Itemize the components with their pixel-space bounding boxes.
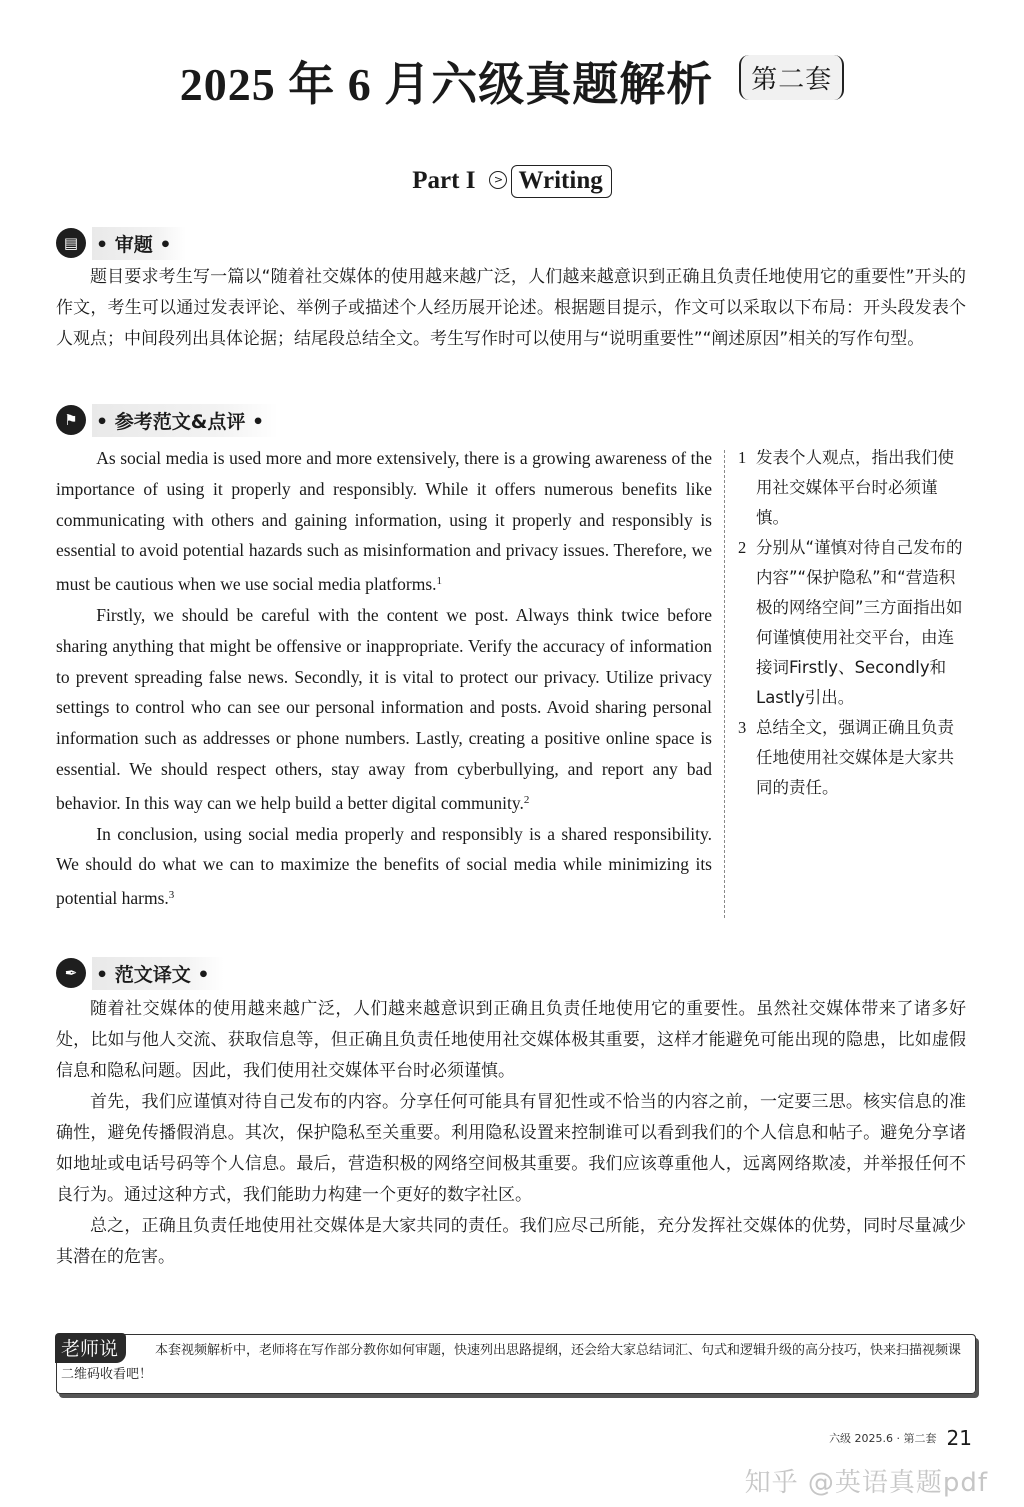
- note-number: 3: [738, 718, 747, 737]
- dashed-divider: [724, 450, 725, 918]
- note-number: 2: [738, 538, 747, 557]
- note-text: 总结全文，强调正确且负责任地使用社交媒体是大家共同的责任。: [756, 718, 954, 797]
- title-text: 2025 年 6 月六级真题解析: [179, 59, 714, 110]
- sample-essay: [56, 443, 712, 914]
- note-number: 1: [738, 448, 747, 467]
- pen-icon: ✒: [56, 958, 86, 988]
- essay-text: As social media is used more and more extensively, there is a growing awareness of the importance of using it properly and responsibly. While it offers numerous benefits like communicating with others and gaining information, using it properly and responsibly is essential to avoid potential hazards such as misinformation and privacy issues. Therefore, we must be cautious when we use social media platforms.: [56, 448, 712, 595]
- translation-paragraph: 总之，正确且负责任地使用社交媒体是大家共同的责任。我们应尽己所能，充分发挥社交媒体的优势，同时尽量减少其潜在的危害。: [56, 1216, 966, 1267]
- section-heading-translation: [56, 956, 224, 990]
- note-text: 分别从“谨慎对待自己发布的内容”“保护隐私”和“营造积极的网络空间”三方面指出如何谨慎使用社交平台，由连接词Firstly、Secondly和Lastly引出。: [756, 538, 963, 707]
- set-badge: 第二套: [739, 55, 844, 100]
- translation-body: [56, 994, 966, 1273]
- essay-text: In conclusion, using social media properly and responsibly is a shared responsibility. We should do what we can to maximize the benefits of social media while minimizing its potential harms.: [56, 823, 712, 909]
- note-marker: 3: [168, 889, 175, 902]
- page-title: [0, 48, 1024, 114]
- essay-paragraph: [56, 600, 712, 819]
- section-label: • 审题 •: [92, 227, 186, 260]
- translation-paragraph: 随着社交媒体的使用越来越广泛，人们越来越意识到正确且负责任地使用它的重要性。虽然社交媒体带来了诸多好处，比如与他人交流、获取信息等，但正确且负责任地使用社交媒体极其重要，这样才能避免可能出现的隐患，比如虚假信息和隐私问题。因此，我们使用社交媒体平台时必须谨慎。: [56, 999, 966, 1081]
- flag-icon: ⚑: [56, 405, 86, 435]
- notepad-icon: ▤: [56, 228, 86, 258]
- essay-paragraph: [56, 819, 712, 914]
- note-marker: 2: [523, 793, 530, 806]
- page-number: 21: [946, 1426, 972, 1450]
- translation-paragraph: 首先，我们应谨慎对待自己发布的内容。分享任何可能具有冒犯性或不恰当的内容之前，一定要三思。核实信息的准确性，避免传播假消息。其次，保护隐私至关重要。利用隐私设置来控制谁可以看到我们的个人信息和帖子。避免分享诸如地址或电话号码等个人信息。最后，营造积极的网络空间极其重要。我们应该尊重他人，远离网络欺凌，并举报任何不良行为。通过这种方式，我们能助力构建一个更好的数字社区。: [56, 1092, 966, 1205]
- part-heading: [0, 165, 1024, 198]
- analysis-paragraph: 题目要求考生写一篇以“随着社交媒体的使用越来越广泛，人们越来越意识到正确且负责任地使用它的重要性”开头的作文，考生可以通过发表评论、举例子或描述个人经历展开论述。根据题目提示，作文可以采取以下布局：开头段发表个人观点；中间段列出具体论据；结尾段总结全文。考生写作时可以使用与“说明重要性”“阐述原因”相关的写作句型。: [56, 267, 966, 349]
- analysis-body: [56, 262, 966, 355]
- chevron-right-icon: >: [489, 171, 507, 189]
- note-item: [738, 443, 966, 533]
- essay-text: Firstly, we should be careful with the content we post. Always think twice before sharing anything that might be offensive or inappropriate. Verify the accuracy of information to prevent spreading false news. Secondly, it is vital to protect our privacy. Utilize privacy settings to control who can see our personal information and posts. Avoid sharing personal information such as addresses or phone numbers. Lastly, creating a positive online space is essential. We should respect others, stay away from cyberbullying, and report any bad behavior. In this way can we help build a better digital community.: [56, 604, 712, 813]
- essay-paragraph: [56, 443, 712, 600]
- note-item: [738, 713, 966, 803]
- teacher-tag: 老师说: [55, 1333, 126, 1363]
- teacher-message: 本套视频解析中，老师将在写作部分教你如何审题，快速列出思路提纲，还会给大家总结词汇、句式和逻辑升级的高分技巧，快来扫描视频课二维码收看吧！: [61, 1343, 962, 1382]
- watermark: 知乎 @英语真题pdf: [744, 1468, 988, 1498]
- section-heading-analysis: [56, 226, 186, 260]
- note-text: 发表个人观点，指出我们使用社交媒体平台时必须谨慎。: [756, 448, 954, 527]
- running-head: 六级 2025.6 · 第二套: [829, 1432, 937, 1445]
- teacher-says-box: [56, 1334, 976, 1394]
- margin-notes: [738, 443, 966, 803]
- section-label: • 参考范文&点评 •: [92, 404, 278, 437]
- page-footer: [829, 1426, 972, 1450]
- note-marker: 1: [436, 575, 443, 588]
- section-label: • 范文译文 •: [92, 957, 224, 990]
- part-label: Part I: [412, 167, 476, 194]
- section-heading-sample: [56, 403, 278, 437]
- part-name: Writing: [511, 165, 611, 198]
- note-item: [738, 533, 966, 713]
